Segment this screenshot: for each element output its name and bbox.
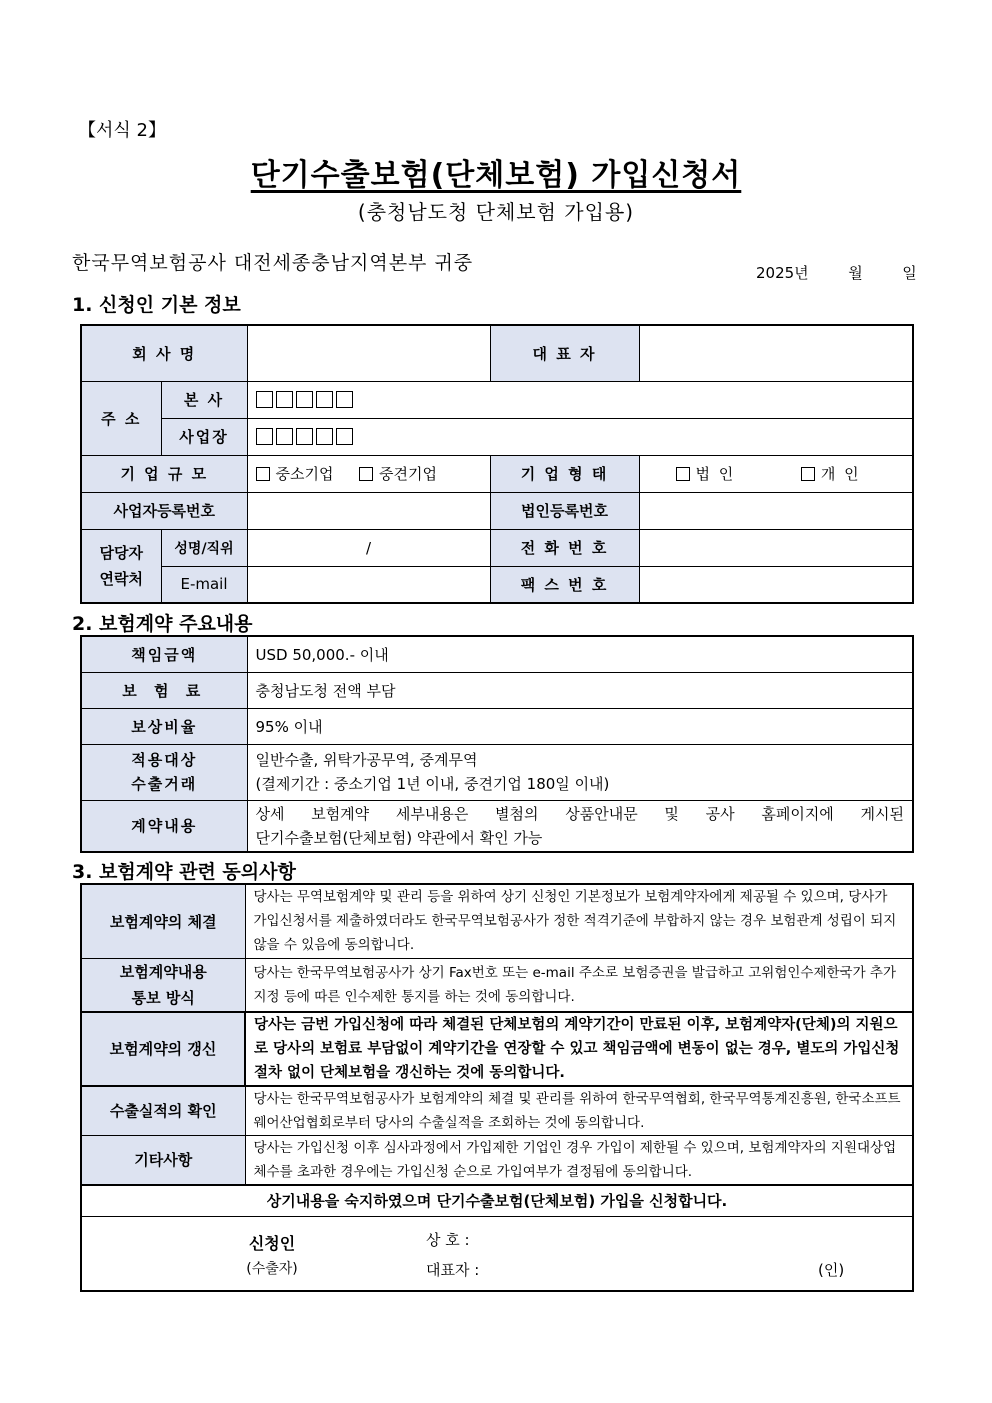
email-field[interactable]	[247, 566, 490, 603]
fax-field[interactable]	[639, 566, 913, 603]
contract-summary-table	[80, 635, 914, 853]
type-individual-option[interactable]: 개 인	[801, 465, 861, 483]
company-size-options	[247, 455, 490, 492]
coverage-ratio-value: 95% 이내	[247, 708, 913, 744]
head-office-label: 본 사	[161, 381, 247, 418]
postcode-box-icon	[296, 391, 313, 408]
consent-renewal-label: 보험계약의 갱신	[81, 1012, 245, 1086]
biz-reg-no-field[interactable]	[247, 492, 490, 529]
postcode-box-icon	[316, 391, 333, 408]
name-title-field[interactable]: /	[247, 529, 490, 566]
liability-amount-value: USD 50,000.- 이내	[247, 636, 913, 672]
applicant-label: 신청인	[248, 1234, 296, 1253]
declaration-text: 상기내용을 숙지하였으며 단기수출보험(단체보험) 가입을 신청합니다.	[81, 1185, 913, 1217]
consent-notice-label: 보험계약내용 통보 방식	[81, 958, 245, 1012]
email-label: E-mail	[161, 566, 247, 603]
signature-area	[81, 1217, 913, 1291]
company-sign-label: 상 호 :	[426, 1231, 470, 1249]
phone-label: 전 화 번 호	[490, 529, 639, 566]
ceo-field[interactable]	[639, 325, 913, 381]
consent-export-record-label: 수출실적의 확인	[81, 1086, 245, 1136]
consent-contract-label: 보험계약의 체결	[81, 884, 245, 958]
corp-reg-no-label: 법인등록번호	[490, 492, 639, 529]
postcode-box-icon	[276, 428, 293, 445]
postcode-box-icon	[256, 428, 273, 445]
section3-heading: 3. 보험계약 관련 동의사항	[72, 861, 296, 883]
contract-details-value: 상세 보험계약 세부내용은 별첨의 상품안내문 및 공사 홈페이지에 게시된 단기수출보험(단체보험) 약관에서 확인 가능	[247, 800, 913, 852]
ceo-sign-field[interactable]	[518, 1257, 808, 1281]
postcode-box-icon	[336, 391, 353, 408]
fax-label: 팩 스 번 호	[490, 566, 639, 603]
corp-reg-no-field[interactable]	[639, 492, 913, 529]
biz-reg-no-label: 사업자등록번호	[81, 492, 247, 529]
postcode-box-icon	[296, 428, 313, 445]
company-sign-field[interactable]	[518, 1227, 898, 1251]
company-type-options	[639, 455, 913, 492]
contact-label: 담당자 연락처	[81, 529, 161, 603]
size-sme-option[interactable]: 중소기업	[256, 465, 334, 483]
worksite-label: 사업장	[161, 418, 247, 455]
worksite-address-field[interactable]	[247, 418, 913, 455]
consent-renewal-text: 당사는 금번 가입신청에 따라 체결된 단체보험의 계약기간이 만료된 이후, 보험계약자(단체)의 지원으로 당사의 보험료 부담없이 계약기간을 연장할 수 있고 책임금액에 변동이 없는 경우, 별도의 가입신청 절차 없이 단체보험을 갱신하는 것에 동의합니다.	[245, 1012, 913, 1086]
size-mid-option[interactable]: 중견기업	[359, 465, 437, 483]
consent-other-text: 당사는 가입신청 이후 심사과정에서 가입제한 기업인 경우 가입이 제한될 수 있으며, 보험계약자의 지원대상업체수를 초과한 경우에는 가입신청 순으로 가입여부가 결정됨에 동의합니다.	[245, 1135, 913, 1185]
ceo-sign-label: 대표자 :	[426, 1261, 480, 1279]
consent-notice-text: 당사는 한국무역보험공사가 상기 Fax번호 또는 e-mail 주소로 보험증권을 발급하고 고위험인수제한국가 추가지정 등에 따른 인수제한 통지를 하는 것에 동의합니다.	[245, 958, 913, 1012]
applicant-sub-label: (수출자)	[246, 1261, 298, 1277]
date-year: 2025년	[756, 264, 809, 282]
applicant-block	[82, 1231, 462, 1278]
date-day: 일	[902, 264, 917, 282]
section1-heading: 1. 신청인 기본 정보	[72, 294, 241, 316]
consent-export-record-text: 당사는 한국무역보험공사가 보험계약의 체결 및 관리를 위하여 한국무역협회, 한국무역통계진흥원, 한국소프트웨어산업협회로부터 당사의 수출실적을 조회하는 것에 동의합니다.	[245, 1086, 913, 1136]
addressee: 한국무역보험공사 대전세종충남지역본부 귀중	[72, 252, 474, 274]
postcode-box-icon	[276, 391, 293, 408]
company-type-label: 기 업 형 태	[490, 455, 639, 492]
premium-label: 보 험 료	[81, 672, 247, 708]
target-transaction-value: 일반수출, 위탁가공무역, 중계무역 (결제기간 : 중소기업 1년 이내, 중견기업 180일 이내)	[247, 744, 913, 800]
page-subtitle: (충청남도청 단체보험 가입용)	[357, 200, 635, 224]
form-number: 【서식 2】	[78, 120, 166, 141]
application-date	[756, 262, 917, 283]
checkbox-icon[interactable]	[801, 467, 815, 481]
ceo-label: 대 표 자	[490, 325, 639, 381]
address-label: 주 소	[81, 381, 161, 455]
coverage-ratio-label: 보상비율	[81, 708, 247, 744]
checkbox-icon[interactable]	[676, 467, 690, 481]
date-month: 월	[848, 264, 863, 282]
company-name-label: 회 사 명	[81, 325, 247, 381]
checkbox-icon[interactable]	[359, 467, 373, 481]
checkbox-icon[interactable]	[256, 467, 270, 481]
consent-table	[80, 883, 914, 1292]
contract-details-label: 계약내용	[81, 800, 247, 852]
consent-other-label: 기타사항	[81, 1135, 245, 1185]
company-name-field[interactable]	[247, 325, 490, 381]
company-size-label: 기 업 규 모	[81, 455, 247, 492]
head-office-address-field[interactable]	[247, 381, 913, 418]
postcode-box-icon	[256, 391, 273, 408]
type-corp-option[interactable]: 법 인	[676, 465, 736, 483]
premium-value: 충청남도청 전액 부담	[247, 672, 913, 708]
consent-contract-text: 당사는 무역보험계약 및 관리 등을 위하여 상기 신청인 기본정보가 보험계약자에게 제공될 수 있으며, 당사가 가입신청서를 제출하였더라도 한국무역보험공사가 정한 적격기준에 부합하지 않는 경우 보험관계 성립이 되지 않을 수 있음에 동의합니다.	[245, 884, 913, 958]
name-title-label: 성명/직위	[161, 529, 247, 566]
section2-heading: 2. 보험계약 주요내용	[72, 613, 253, 635]
applicant-info-table	[80, 324, 914, 604]
phone-field[interactable]	[639, 529, 913, 566]
page-title: 단기수출보험(단체보험) 가입신청서	[250, 158, 742, 193]
target-transaction-label: 적용대상 수출거래	[81, 744, 247, 800]
seal-mark[interactable]: (인)	[818, 1261, 845, 1279]
postcode-box-icon	[316, 428, 333, 445]
liability-amount-label: 책임금액	[81, 636, 247, 672]
postcode-box-icon	[336, 428, 353, 445]
